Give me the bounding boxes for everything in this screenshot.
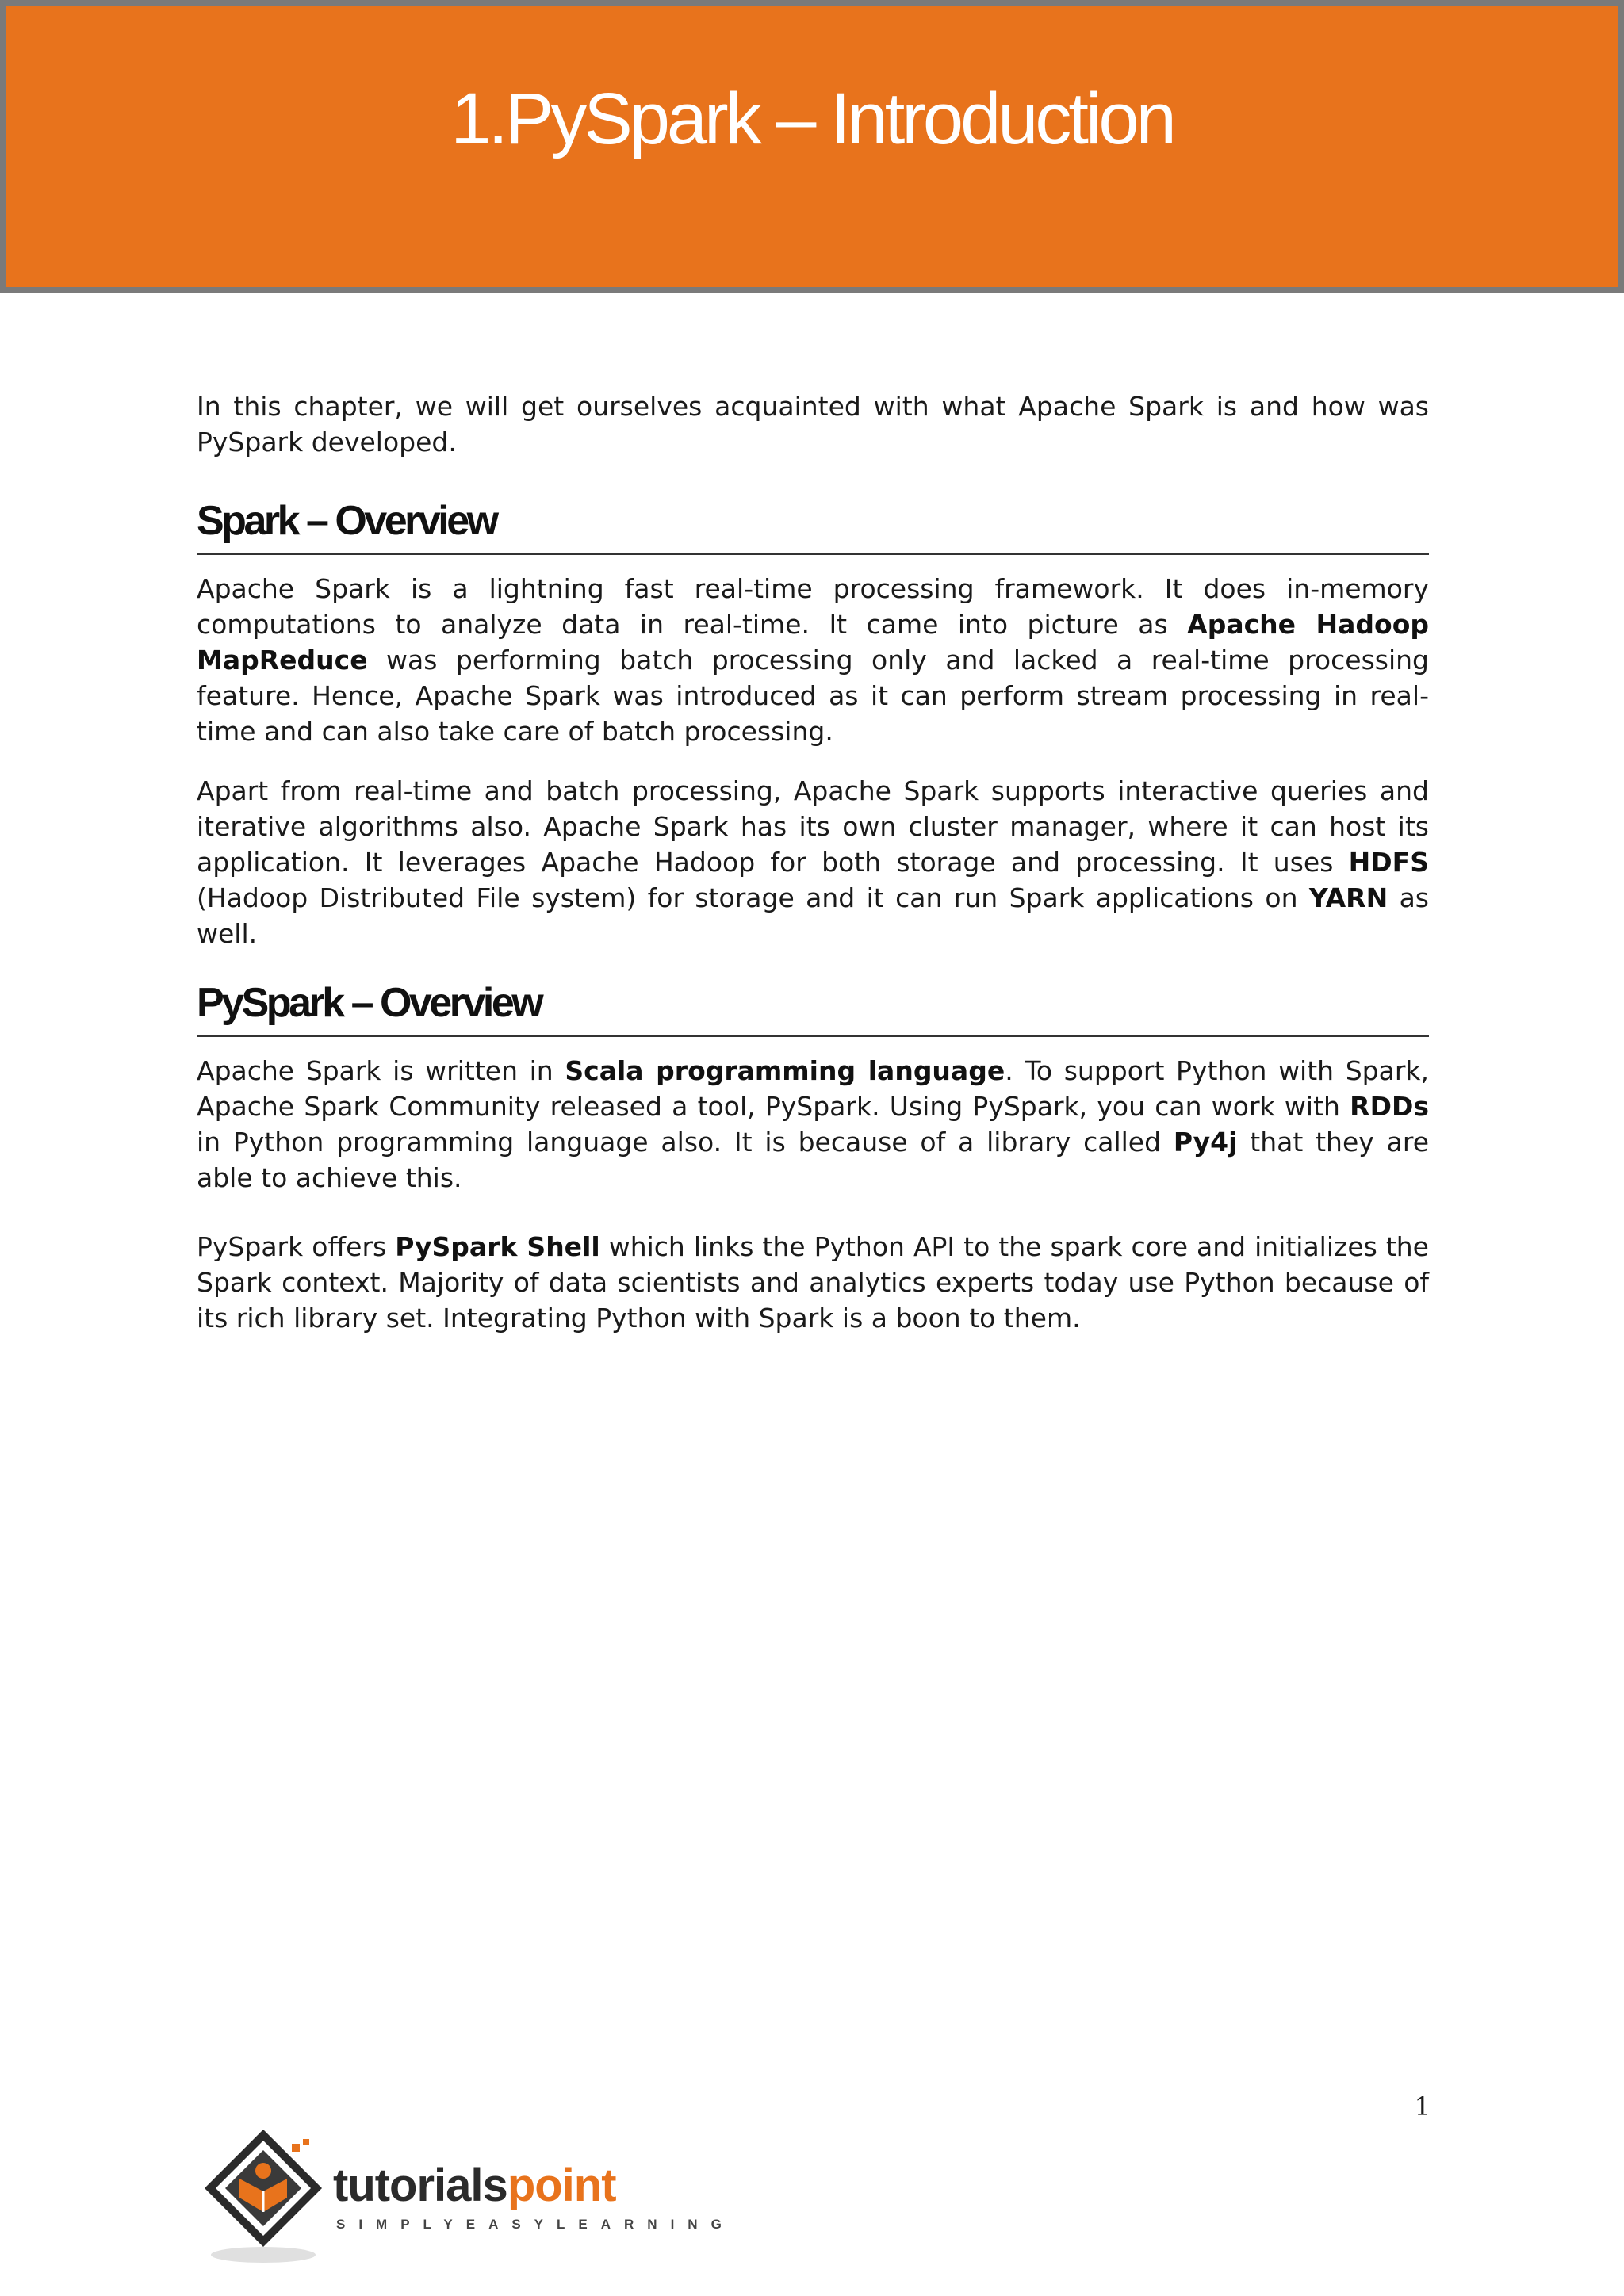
pyspark-overview-paragraph-1: Apache Spark is written in Scala programming language. To support Python with Spark, Apache Spark Community released a tool, PySpark. Using PySpark, you can work with RDDs in Python programming language also. It is because of a library called Py4j that they are able to achieve this. — [197, 1055, 1430, 1193]
pyspark-overview-heading: PySpark – Overview — [197, 975, 1429, 1037]
intro-paragraph: In this chapter, we will get ourselves acquainted with what Apache Spark is and how was PySpark developed. — [197, 391, 1429, 457]
page-number: 1 — [1414, 2091, 1431, 2122]
pyspark-overview-paragraph-2: PySpark offers PySpark Shell which links the Python API to the spark core and initializes the Spark context. Majority of data scientists and analytics experts today use Python because of its rich library set. Integrating Python with Spark is a boon to them. — [197, 1231, 1429, 1334]
page-content — [197, 388, 1429, 1336]
spark-overview-paragraph-1: Apache Spark is a lightning fast real-time processing framework. It does in-memory computations to analyze data in real-time. It came into picture as Apache Hadoop MapReduce was performing batch processing only and lacked a real-time processing feature. Hence, Apache Spark was introduced as it can perform stream processing in real-time and can also take care of batch processing. — [197, 573, 1429, 747]
chapter-title: 1.PySpark – Introduction — [450, 78, 1174, 159]
logo-wordmark: tutorialspoint — [333, 2160, 616, 2211]
spark-overview-heading: Spark – Overview — [197, 493, 1429, 555]
tutorialspoint-logo — [197, 2123, 735, 2266]
chapter-banner — [0, 0, 1624, 293]
logo-tagline: SIMPLYEASYLEARNING — [336, 2217, 735, 2232]
logo-emblem-icon — [197, 2123, 331, 2266]
spark-overview-paragraph-2: Apart from real-time and batch processing, Apache Spark supports interactive queries and iterative algorithms also. Apache Spark has its own cluster manager, where it can host its application. It leverages Apache Hadoop for both storage and processing. It uses HDFS (Hadoop Distributed File system) for storage and it can run Spark applications on YARN as well. — [197, 775, 1429, 949]
